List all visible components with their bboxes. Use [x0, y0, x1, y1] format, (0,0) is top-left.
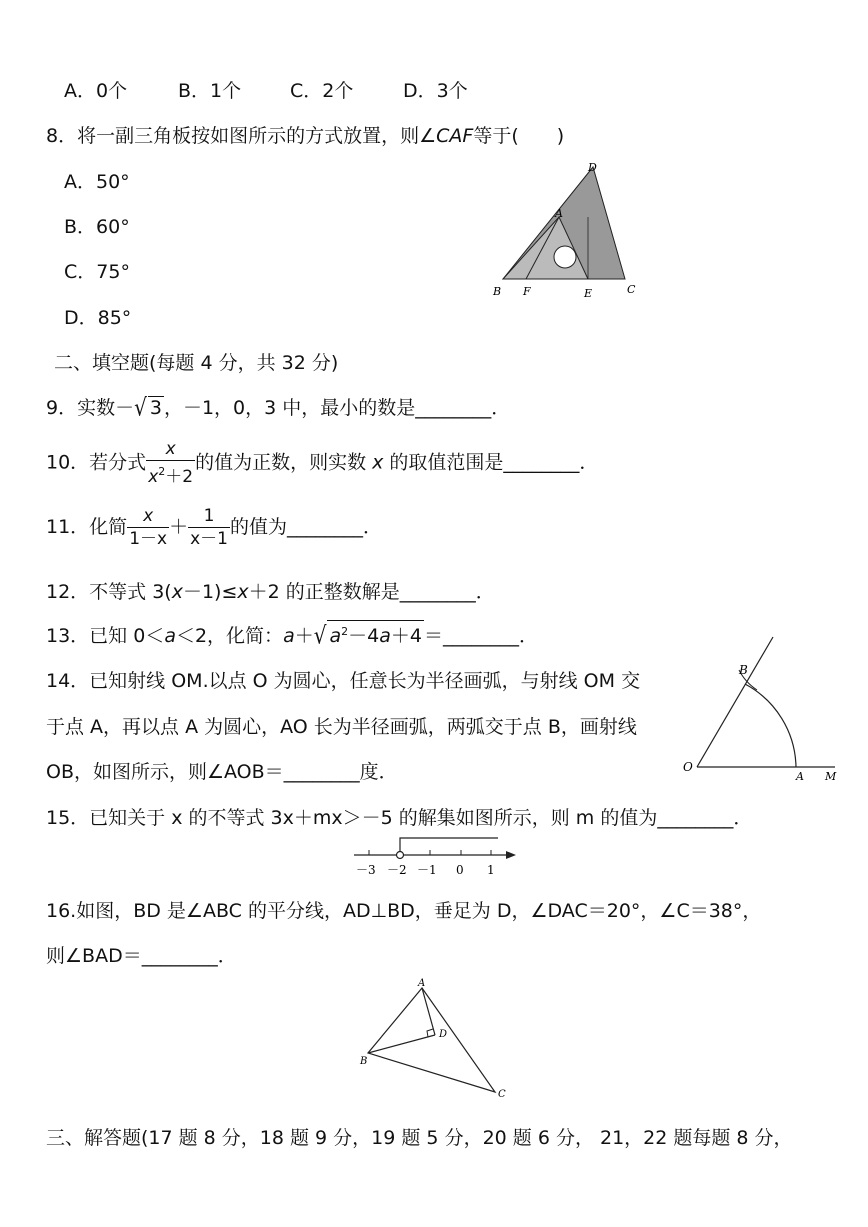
q11-fraction-1: $\frac{x}{1-x}$	[129, 506, 168, 549]
q16-triangle-abc	[368, 988, 495, 1092]
q14-ray-figure	[675, 632, 845, 784]
q10-fraction: $\frac{x}{x^2+2}$	[148, 439, 194, 487]
q16-label-a: A	[418, 978, 426, 989]
q11-fraction-2: $\frac{1}{x-1}$	[190, 506, 228, 549]
q16-label-b: B	[360, 1056, 368, 1067]
q14-line-3: OB，如图所示，则∠AOB＝________度．	[46, 761, 398, 783]
q10-line: 10．若分式 $\frac{x}{x^2+2}$ 的值为正数，则实数 x 的取值范围是________．	[46, 439, 599, 487]
q8-stem: 8．将一副三角板按如图所示的方式放置，则∠CAF等于( )	[46, 125, 565, 147]
q8-label-e: E	[584, 287, 593, 300]
q15-tick-neg2: －2	[387, 863, 407, 877]
q15-solution-ray	[400, 838, 498, 851]
q15-tick-0: 0	[456, 863, 464, 877]
q16-triangle-figure	[355, 975, 515, 1103]
q7-option-c: C．2个	[290, 80, 354, 102]
q7-option-b: B．1个	[178, 80, 242, 102]
q15-open-point	[397, 852, 404, 859]
q13-line: 13．已知 0＜a＜2，化简：a＋√ $a^2-4a+4$ ＝________．	[46, 620, 538, 650]
q8-hole-circle	[554, 246, 576, 268]
q8-option-d: D．85°	[64, 307, 132, 329]
q8-option-b: B．60°	[64, 216, 130, 238]
section3-title: 三、解答题(17 题 8 分，18 题 9 分，19 题 5 分，20 题 6 分， 21，22 题每题 8 分，	[46, 1127, 793, 1149]
q16-segment-bd	[368, 1035, 435, 1053]
q8-triangle-figure	[485, 155, 645, 305]
q14-arc-from-o	[745, 684, 796, 767]
q14-line-1: 14．已知射线 OM.以点 O 为圆心，任意长为半径画弧，与射线 OM 交	[46, 670, 641, 692]
q14-ray-ob	[697, 637, 773, 767]
q14-label-a: A	[796, 770, 804, 783]
q14-label-o: O	[683, 760, 693, 774]
q16-label-d: D	[439, 1029, 448, 1040]
q14-label-m: M	[825, 770, 837, 783]
q8-label-f: F	[523, 285, 531, 298]
q15-tick-neg1: －1	[417, 863, 437, 877]
q7-option-d: D．3个	[403, 80, 468, 102]
q8-option-a: A．50°	[64, 171, 130, 193]
q15-tick-neg3: －3	[356, 863, 376, 877]
section2-title: 二、填空题(每题 4 分，共 32 分)	[54, 352, 339, 374]
q8-label-c: C	[627, 283, 636, 296]
q16-label-c: C	[498, 1089, 506, 1100]
q15-number-line	[350, 832, 520, 880]
q16-line-2: 则∠BAD＝________．	[46, 945, 237, 967]
q16-line-1: 16.如图，BD 是∠ABC 的平分线，AD⊥BD，垂足为 D，∠DAC＝20°，∠C＝38°，	[46, 900, 762, 922]
q16-segment-ad	[422, 988, 435, 1035]
q8-label-b: B	[493, 285, 502, 298]
q12-line: 12．不等式 3(x－1)≤x＋2 的正整数解是________．	[46, 581, 495, 603]
q14-label-b: B	[739, 663, 748, 677]
q14-line-2: 于点 A，再以点 A 为圆心，AO 长为半径画弧，两弧交于点 B，画射线	[46, 716, 637, 738]
q7-option-a: A．0个	[64, 80, 128, 102]
q15-tick-1: 1	[487, 863, 495, 877]
q8-label-d: D	[588, 161, 597, 174]
q15-line: 15．已知关于 x 的不等式 3x＋mx＞－5 的解集如图所示，则 m 的值为________．	[46, 807, 753, 829]
q11-line: 11．化简 $\frac{x}{1-x}$ ＋ $\frac{1}{x-1}$ 的值为________．	[46, 506, 382, 549]
q9-line: 9．实数－√ 3 ，－1，0，3 中，最小的数是________．	[46, 392, 511, 422]
q8-label-a: A	[555, 207, 563, 220]
q8-option-c: C．75°	[64, 261, 130, 283]
